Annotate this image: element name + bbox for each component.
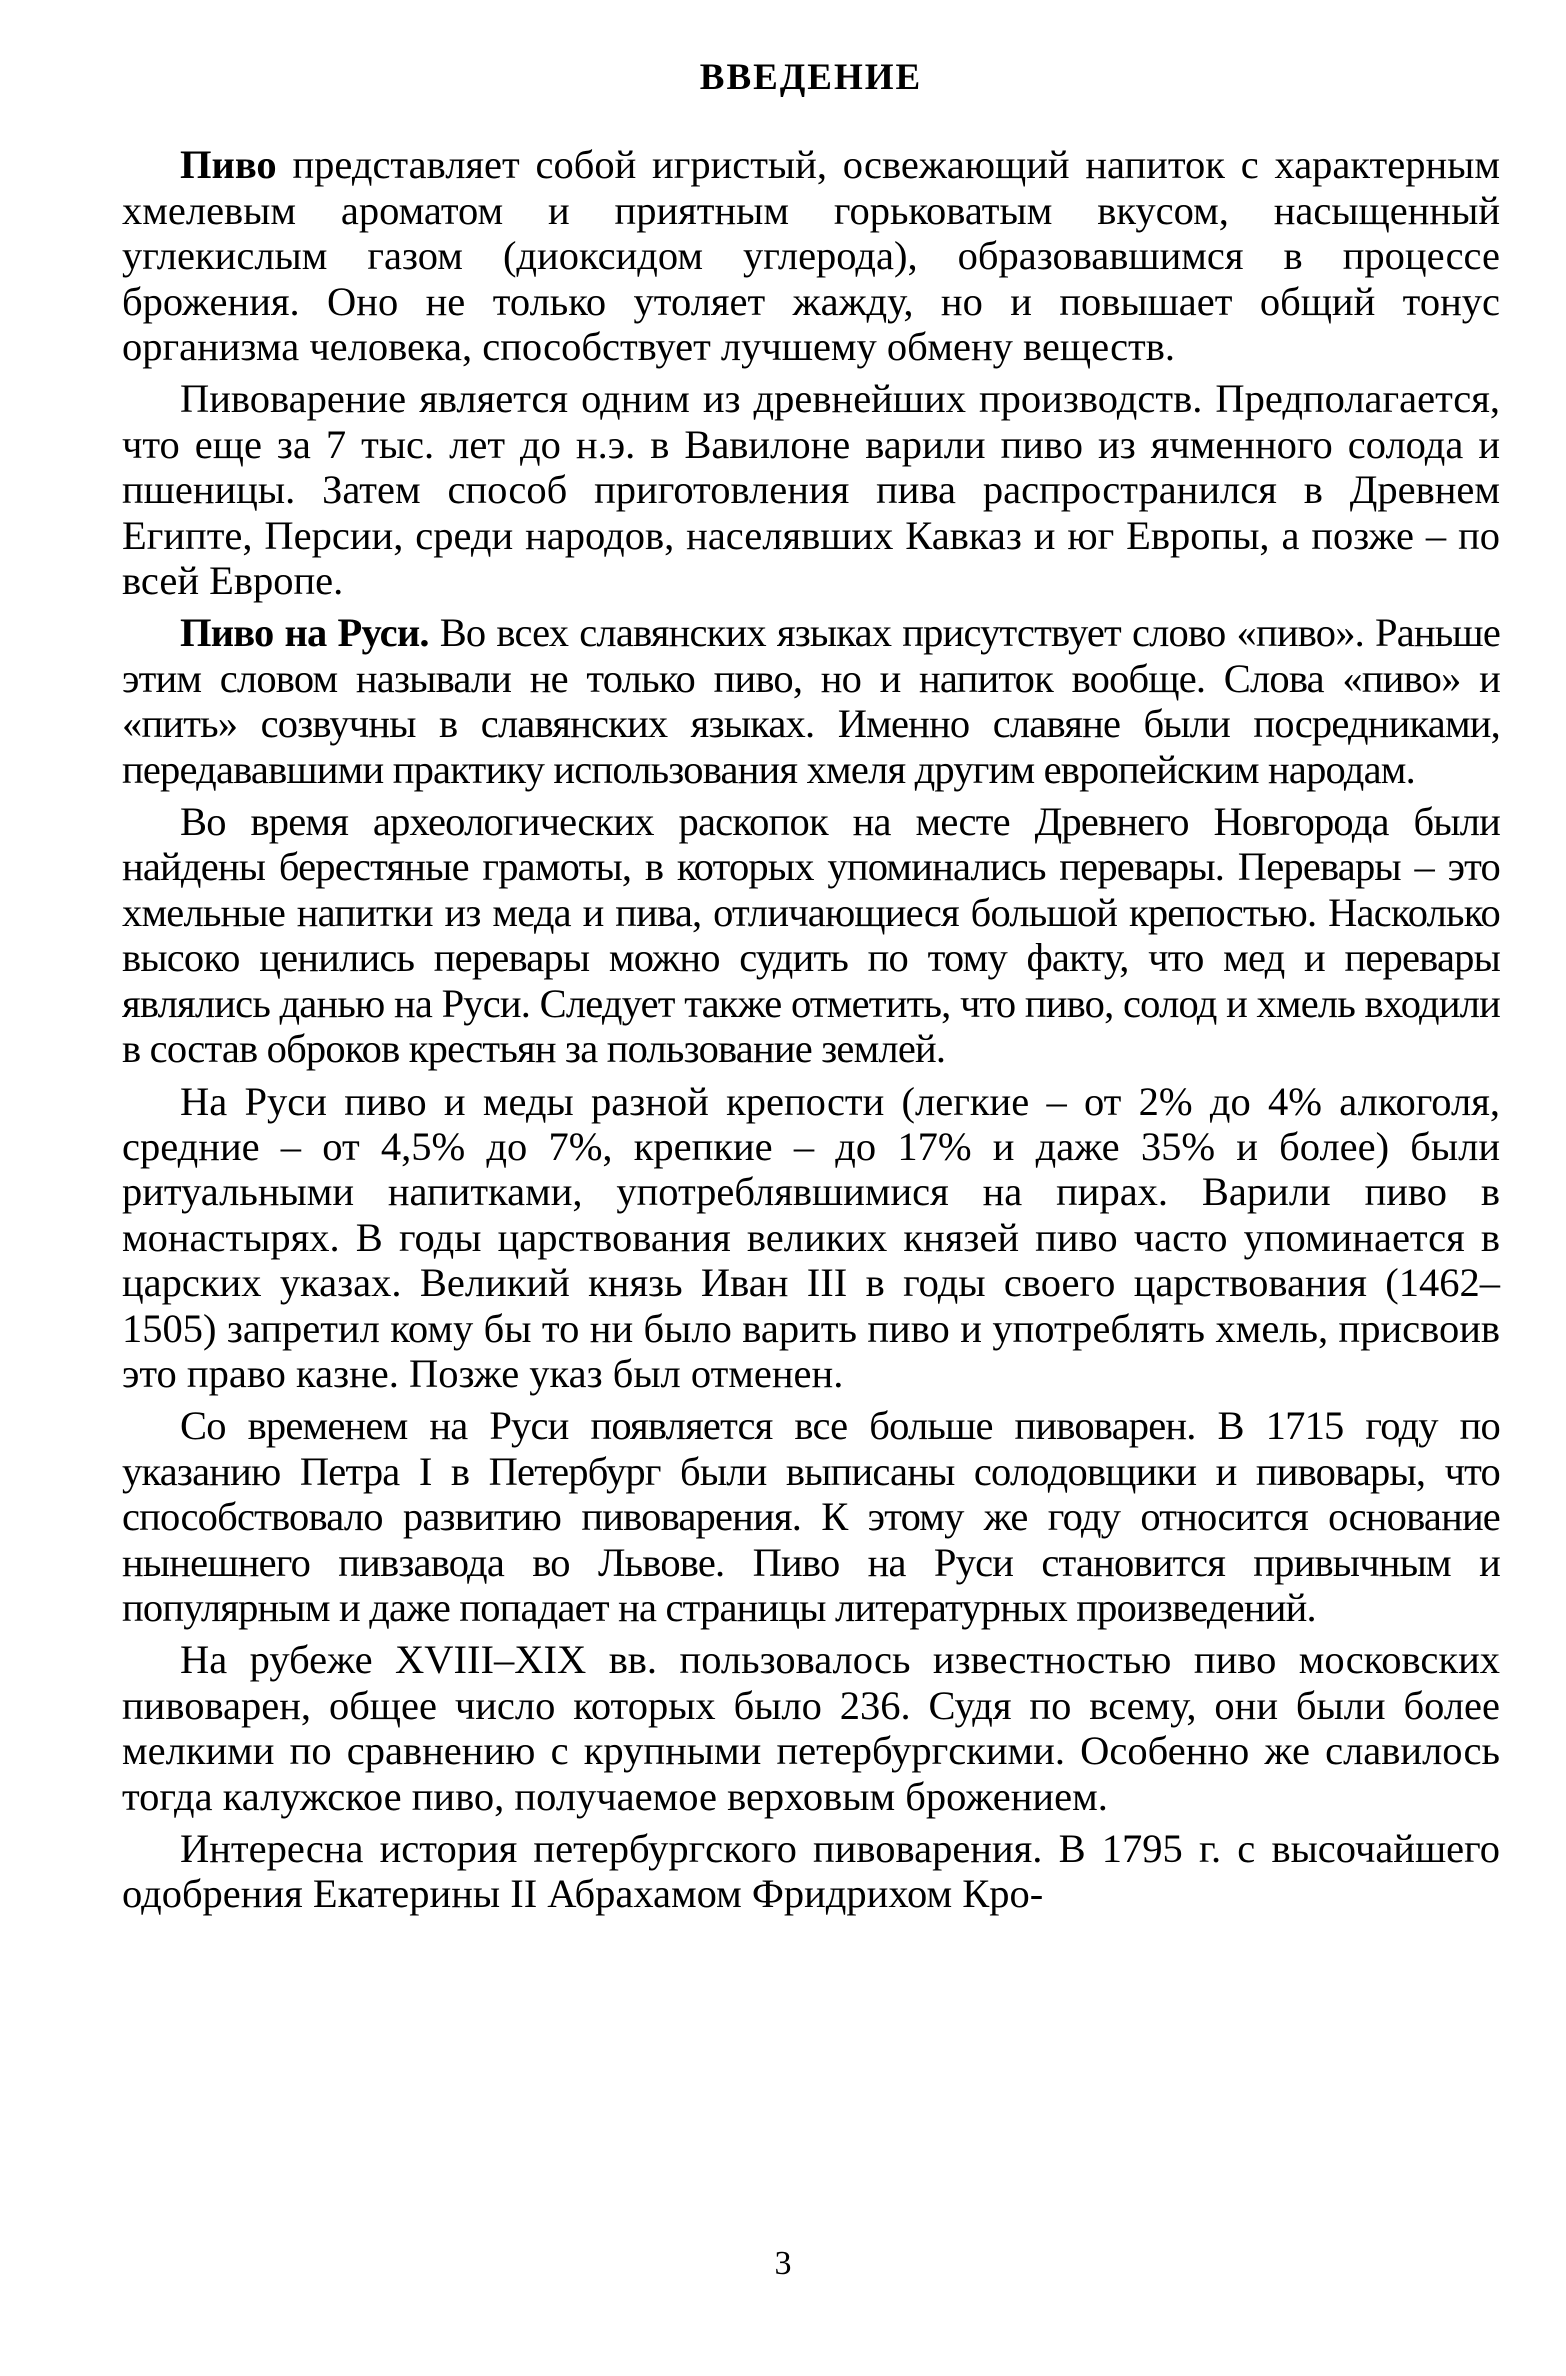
paragraph-text: Со временем на Руси появляется все больше пивоварен. В 1715 году по указанию Петра I в Петербург были выписаны солодовщики и пивовары, что способствовало развитию пивоварения. К этому же году относится основание нынешнего пивзавода во Львове. Пиво на Руси становится привычным и популярным и даже попадает на страницы литературных произведений. [122,1403,1500,1630]
paragraph-beer-in-rus [122,610,1500,792]
paragraph-text: Во всех славянских языках присутствует слово «пиво». Раньше этим словом называли не только пиво, но и напиток вообще. Слова «пиво» и «пить» созвучны в славянских языках. Именно славяне были посредниками, передававшими практику использования хмеля другим европейским народам. [122,610,1500,792]
paragraph-text: Пивоварение является одним из древнейших производств. Предполагается, что еще за 7 тыс. лет до н.э. в Вавилоне варили пиво из ячменного солода и пшеницы. Затем способ приготовления пива распространился в Древнем Египте, Персии, среди народов, населявших Кавказ и юг Европы, а позже – по всей Европе. [122,376,1500,604]
paragraph-intro [122,142,1500,369]
run-in-heading: Пиво на Руси. [180,610,429,656]
paragraph-breweries-1715 [122,1403,1500,1630]
paragraph-text: Интересна история петербургского пивоварения. В 1795 г. с высочайшего одобрения Екатерины II Абрахамом Фридрихом Кро- [122,1826,1500,1917]
run-in-term: Пиво [180,142,277,188]
paragraph-text: На рубеже XVIII–XIX вв. пользовалось известностью пиво московских пивоварен, общее число которых было 236. Судя по всему, они были более мелкими по сравнению с крупными петербургскими. Особенно же славилось тогда калужское пиво, получаемое верховым брожением. [122,1637,1500,1819]
paragraph-archaeology [122,799,1500,1071]
paragraph-text: представляет собой игристый, освежающий напиток с характерным хмелевым ароматом и приятным горьковатым вкусом, насыщенный углекислым газом (диоксидом углерода), образовавшимся в процессе брожения. Оно не только утоляет жажду, но и повышает общий тонус организма человека, способствует лучшему обмену веществ. [122,142,1500,370]
page-number: 3 [774,2245,792,2282]
paragraph-text: Во время археологических раскопок на месте Древнего Новгорода были найдены берестяные грамоты, в которых упоминались перевары. Перевары – это хмельные напитки из меда и пива, отличающиеся большой крепостью. Насколько высоко ценились перевары можно судить по тому факту, что мед и перевары являлись данью на Руси. Следует также отметить, что пиво, солод и хмель входили в состав оброков крестьян за пользование землей. [122,799,1500,1072]
paragraph-brewing-history [122,376,1500,603]
paragraph-text: На Руси пиво и меды разной крепости (легкие – от 2% до 4% алкоголя, средние – от 4,5% до 7%, крепкие – до 17% и даже 35% и более) были ритуальными напитками, употреблявшимися на пирах. Варили пиво в монастырях. В годы царствования великих князей пиво часто упоминается в царских указах. Великий князь Иван III в годы своего царствования (1462–1505) запретил кому бы то ни было варить пиво и употреблять хмель, присвоив это право казне. Позже указ был отменен. [122,1078,1500,1396]
paragraph-meads [122,1079,1500,1397]
page-body [122,56,1500,1924]
paragraph-petersburg [122,1826,1500,1917]
page-title: ВВЕДЕНИЕ [699,57,923,98]
paragraph-moscow-breweries [122,1637,1500,1819]
